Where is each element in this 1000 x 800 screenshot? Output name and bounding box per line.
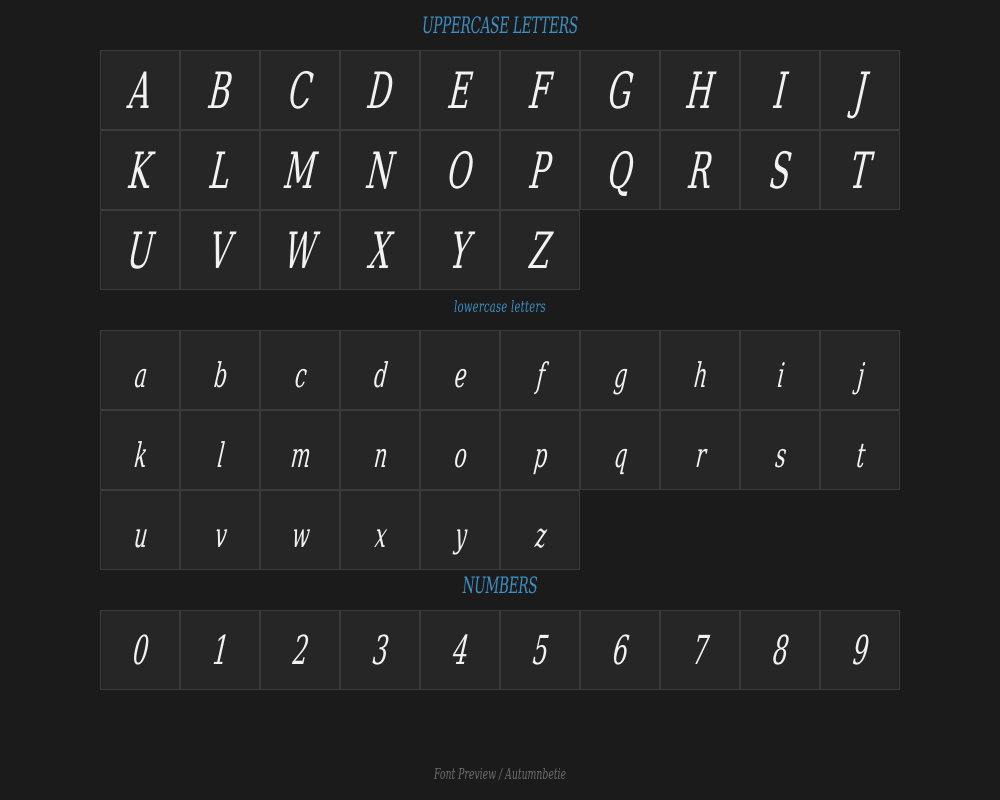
numbers-glyph-cell [740,610,820,690]
lowercase-glyph: e [452,356,470,396]
uppercase-glyph-cell [100,130,180,210]
uppercase-glyph-cell [260,210,340,290]
uppercase-glyph-cell [740,130,820,210]
lowercase-glyph-cell [420,410,500,490]
lowercase-glyph: h [692,356,710,396]
uppercase-glyph-cell [180,130,260,210]
uppercase-glyph-cell [420,130,500,210]
lowercase-glyph: d [372,356,390,396]
lowercase-glyph-cell [500,330,580,410]
uppercase-glyph: M [282,142,320,200]
lowercase-glyph: n [372,436,390,476]
uppercase-glyph: P [527,142,555,200]
uppercase-glyph: T [847,142,875,200]
uppercase-glyph-cell [260,50,340,130]
lowercase-glyph: b [212,356,230,396]
lowercase-glyph: r [693,436,708,476]
numbers-glyph-cell [260,610,340,690]
lowercase-glyph-cell [580,330,660,410]
lowercase-glyph: y [453,516,469,556]
uppercase-glyph-cell [580,130,660,210]
lowercase-glyph: t [854,436,868,476]
lowercase-glyph-cell [260,410,340,490]
lowercase-glyph-cell [420,490,500,570]
numbers-glyph: 6 [610,628,632,674]
uppercase-glyph-cell [260,130,340,210]
uppercase-glyph-cell [180,210,260,290]
numbers-glyph: 7 [690,628,712,674]
uppercase-glyph-cell [500,210,580,290]
lowercase-glyph: z [533,516,549,556]
footer-credit: Font Preview / Autumnbetie [433,765,567,783]
lowercase-glyph-cell [100,410,180,490]
uppercase-glyph: D [365,62,397,120]
lowercase-glyph-cell [100,330,180,410]
lowercase-glyph: a [132,356,150,396]
lowercase-glyph: q [612,436,630,476]
lowercase-glyph-cell [260,330,340,410]
numbers-glyph: 2 [290,628,312,674]
lowercase-glyph: i [775,356,787,396]
lowercase-section-title: lowercase letters [454,297,546,316]
uppercase-glyph: X [367,222,395,280]
uppercase-glyph: L [207,142,235,200]
uppercase-glyph: B [206,62,236,120]
lowercase-glyph-cell [660,330,740,410]
lowercase-glyph: v [213,516,229,556]
lowercase-glyph-cell [820,410,900,490]
numbers-glyph: 9 [850,628,872,674]
uppercase-glyph-cell [340,50,420,130]
lowercase-glyph: f [535,356,547,396]
lowercase-glyph-grid [100,330,900,570]
uppercase-glyph: S [767,142,795,200]
numbers-glyph-grid [100,610,900,690]
lowercase-glyph-cell [260,490,340,570]
uppercase-glyph-cell [420,50,500,130]
uppercase-glyph: G [605,62,637,120]
uppercase-glyph: C [286,62,316,120]
numbers-glyph-cell [820,610,900,690]
uppercase-glyph: Q [605,142,637,200]
uppercase-glyph: W [282,222,320,280]
uppercase-glyph: J [851,62,871,120]
lowercase-glyph-cell [740,410,820,490]
lowercase-glyph: u [132,516,150,556]
uppercase-glyph: H [684,62,718,120]
lowercase-glyph: s [773,436,789,476]
lowercase-glyph: k [132,436,150,476]
uppercase-glyph-cell [500,50,580,130]
uppercase-glyph-cell [580,50,660,130]
uppercase-glyph-cell [340,210,420,290]
numbers-section-title: NUMBERS [462,574,538,599]
uppercase-glyph: I [771,62,790,120]
numbers-glyph-cell [180,610,260,690]
lowercase-glyph: c [293,356,309,396]
uppercase-glyph: F [527,62,555,120]
uppercase-glyph-cell [420,210,500,290]
lowercase-glyph-cell [820,330,900,410]
uppercase-glyph: O [445,142,477,200]
uppercase-glyph: Z [527,222,555,280]
lowercase-glyph-cell [340,410,420,490]
numbers-glyph: 4 [450,628,472,674]
uppercase-glyph: V [207,222,235,280]
numbers-glyph: 1 [210,628,232,674]
lowercase-glyph: x [373,516,389,556]
uppercase-glyph-cell [180,50,260,130]
lowercase-glyph-cell [180,410,260,490]
lowercase-glyph-cell [580,410,660,490]
numbers-glyph: 5 [530,628,552,674]
lowercase-glyph-cell [420,330,500,410]
uppercase-glyph: R [686,142,716,200]
lowercase-glyph-cell [180,330,260,410]
uppercase-glyph-cell [820,50,900,130]
lowercase-glyph: p [532,436,550,476]
numbers-glyph-cell [420,610,500,690]
uppercase-glyph-grid [100,50,900,290]
lowercase-glyph: w [290,516,312,556]
uppercase-glyph-cell [100,210,180,290]
lowercase-glyph-cell [180,490,260,570]
lowercase-glyph: j [855,356,867,396]
uppercase-glyph: K [126,142,156,200]
uppercase-section-title: UPPERCASE LETTERS [422,14,578,39]
numbers-glyph: 3 [370,628,392,674]
uppercase-glyph: Y [448,222,474,280]
uppercase-glyph-cell [340,130,420,210]
uppercase-glyph: E [446,62,476,120]
lowercase-glyph-cell [660,410,740,490]
uppercase-glyph: U [125,222,157,280]
uppercase-glyph-cell [100,50,180,130]
uppercase-glyph-cell [740,50,820,130]
lowercase-glyph-cell [340,330,420,410]
numbers-glyph: 8 [770,628,792,674]
lowercase-glyph-cell [500,410,580,490]
uppercase-glyph-cell [500,130,580,210]
lowercase-glyph-cell [340,490,420,570]
numbers-glyph-cell [660,610,740,690]
lowercase-glyph: o [452,436,470,476]
uppercase-glyph-cell [660,130,740,210]
numbers-glyph: 0 [130,628,152,674]
lowercase-glyph: g [612,356,630,396]
lowercase-glyph-cell [740,330,820,410]
lowercase-glyph-cell [100,490,180,570]
lowercase-glyph: l [215,436,227,476]
uppercase-glyph-cell [820,130,900,210]
numbers-glyph-cell [580,610,660,690]
lowercase-glyph: m [289,436,313,476]
uppercase-glyph: A [127,62,155,120]
uppercase-glyph: N [364,142,398,200]
numbers-glyph-cell [340,610,420,690]
uppercase-glyph-cell [660,50,740,130]
numbers-glyph-cell [100,610,180,690]
numbers-glyph-cell [500,610,580,690]
lowercase-glyph-cell [500,490,580,570]
